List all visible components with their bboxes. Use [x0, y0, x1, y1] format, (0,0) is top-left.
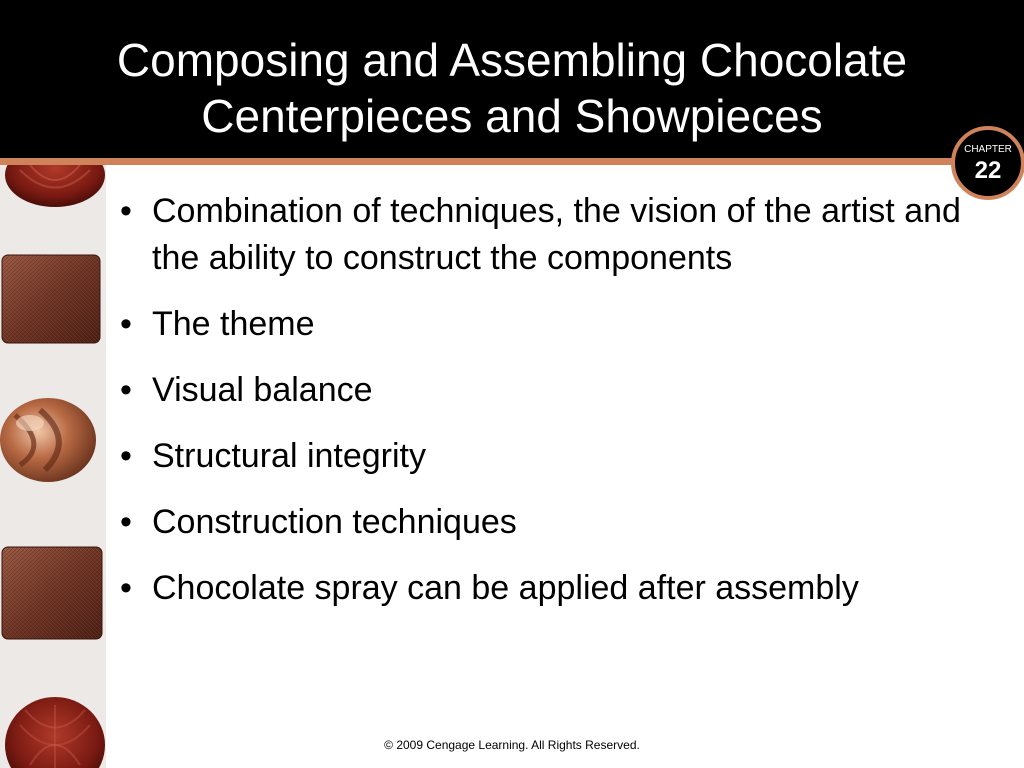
- bullet-text: The theme: [152, 305, 315, 343]
- chocolate-red-bottom: [5, 697, 105, 768]
- bullet-text: Structural integrity: [152, 437, 426, 475]
- chocolates-image: [0, 165, 106, 768]
- chocolate-square-1: [2, 255, 100, 343]
- bullet-icon: •: [120, 305, 132, 343]
- chapter-label: CHAPTER: [964, 144, 1012, 155]
- bullet-item: [110, 188, 1000, 282]
- bullet-text: Visual balance: [152, 371, 373, 409]
- slide-title-line-2: Centerpieces and Showpieces: [201, 90, 823, 142]
- bullet-icon: •: [120, 503, 132, 541]
- copyright-footer: © 2009 Cengage Learning. All Rights Reserved.: [384, 738, 640, 752]
- bullet-icon: •: [120, 192, 132, 230]
- slide-content: [110, 188, 1000, 631]
- bullet-text: Chocolate spray can be applied after assembly: [152, 569, 859, 607]
- bullet-item: [110, 301, 1000, 348]
- chocolate-decoration-strip: [0, 165, 106, 768]
- chocolate-oval: [0, 398, 96, 482]
- bullet-icon: •: [120, 437, 132, 475]
- bullet-text: Combination of techniques, the vision of the artist and the ability to construct the components: [152, 192, 961, 277]
- bullet-text: Construction techniques: [152, 503, 517, 541]
- bullet-item: [110, 565, 1000, 612]
- bullet-item: [110, 499, 1000, 546]
- bullet-item: [110, 433, 1000, 480]
- chapter-number: 22: [974, 157, 1002, 184]
- title-bar: [0, 0, 1024, 158]
- bullet-item: [110, 367, 1000, 414]
- chocolate-square-2: [2, 547, 102, 639]
- bullet-icon: •: [120, 371, 132, 409]
- slide-title: [20, 32, 1004, 144]
- chocolate-red-top: [5, 165, 105, 207]
- slide-title-line-1: Composing and Assembling Chocolate: [116, 34, 908, 86]
- bullet-list: [110, 188, 1000, 612]
- bullet-icon: •: [120, 569, 132, 607]
- title-accent-line: [0, 158, 1024, 165]
